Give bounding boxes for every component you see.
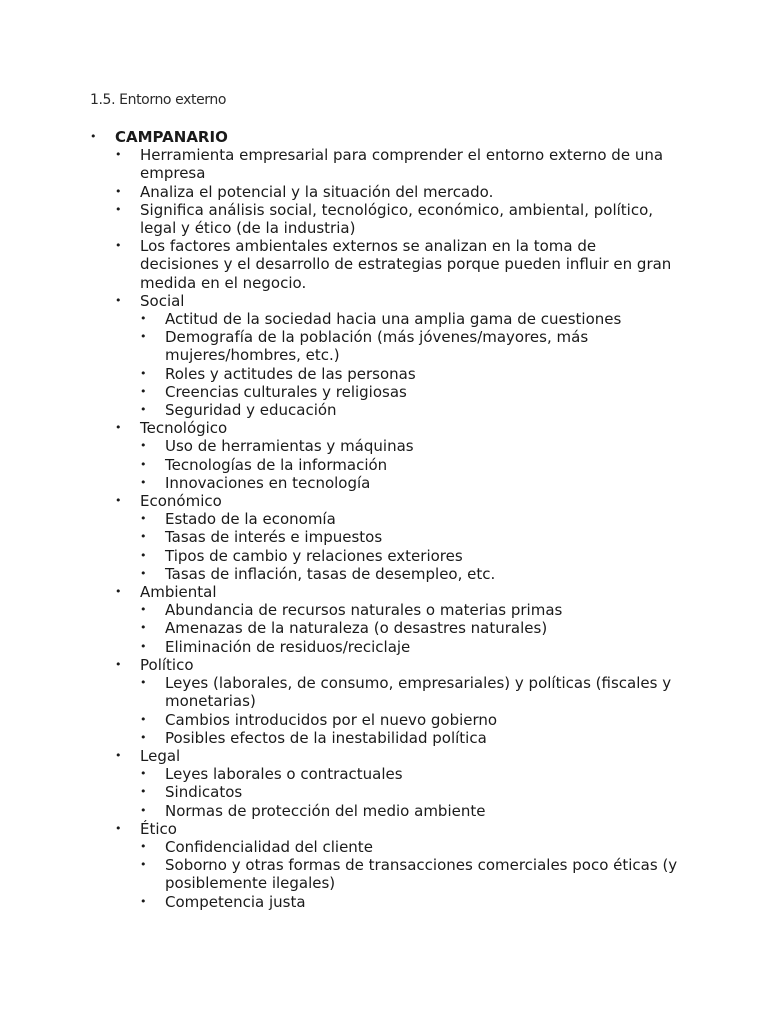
bullet-icon: • <box>115 148 122 162</box>
bullet-icon: • <box>140 566 147 580</box>
bullet-icon: • <box>140 858 147 872</box>
bullet-icon: • <box>115 202 122 216</box>
bullet-icon: • <box>140 403 147 417</box>
outline-title-item <box>0 128 768 911</box>
factor-detail-item-text: Creencias culturales y religiosas <box>165 382 407 401</box>
factor-sublist <box>140 310 678 419</box>
factor-detail-item <box>140 565 678 583</box>
factor-detail-item <box>140 383 678 401</box>
factor-detail-item-text: Tasas de inflación, tasas de desempleo, etc. <box>165 564 496 583</box>
factor-item <box>115 419 768 492</box>
intro-item <box>115 201 768 237</box>
bullet-icon: • <box>140 366 147 380</box>
factor-detail-item <box>140 528 678 546</box>
factor-item-text: Tecnológico <box>140 419 228 438</box>
bullet-icon: • <box>140 839 147 853</box>
intro-item-text: Significa análisis social, tecnológico, económico, ambiental, político, legal y ético (de la industria) <box>140 200 654 238</box>
bullet-icon: • <box>140 803 147 817</box>
bullet-icon: • <box>140 548 147 562</box>
factor-detail-item-text: Tipos de cambio y relaciones exteriores <box>165 546 463 565</box>
factor-detail-item <box>140 729 678 747</box>
bullet-icon: • <box>140 475 147 489</box>
bullet-icon: • <box>115 821 122 835</box>
factor-detail-item <box>140 601 678 619</box>
factor-detail-item-text: Abundancia de recursos naturales o materias primas <box>165 601 563 620</box>
bullet-icon: • <box>140 439 147 453</box>
factor-detail-item-text: Posibles efectos de la inestabilidad política <box>165 728 487 747</box>
factor-detail-item <box>140 310 678 328</box>
intro-item <box>115 237 768 292</box>
factor-detail-item-text: Eliminación de residuos/reciclaje <box>165 637 411 656</box>
factor-item <box>115 747 768 820</box>
factor-item <box>115 583 768 656</box>
factor-item <box>115 820 768 911</box>
factor-detail-item-text: Normas de protección del medio ambiente <box>165 801 486 820</box>
bullet-icon: • <box>140 603 147 617</box>
factor-item <box>115 292 768 419</box>
bullet-icon: • <box>140 384 147 398</box>
bullet-icon: • <box>115 184 122 198</box>
factor-detail-item-text: Leyes (laborales, de consumo, empresariales) y políticas (fiscales y monetarias) <box>165 674 672 711</box>
factor-detail-item-text: Estado de la economía <box>165 510 336 529</box>
factor-item-text: Ético <box>140 819 177 838</box>
factor-sublist <box>140 437 678 492</box>
bullet-icon: • <box>140 621 147 635</box>
bullet-icon: • <box>115 494 122 508</box>
intro-item <box>115 183 768 201</box>
bullet-icon: • <box>140 457 147 471</box>
bullet-icon: • <box>140 330 147 344</box>
bullet-icon: • <box>140 676 147 690</box>
bullet-icon: • <box>90 130 97 143</box>
factor-detail-item <box>140 838 678 856</box>
bullet-icon: • <box>140 730 147 744</box>
outline-list <box>0 128 768 911</box>
factor-detail-item <box>140 456 678 474</box>
factor-sublist <box>140 601 678 656</box>
factor-detail-item <box>140 510 678 528</box>
factor-detail-item-text: Uso de herramientas y máquinas <box>165 437 414 456</box>
bullet-icon: • <box>140 767 147 781</box>
factor-sublist <box>140 510 678 583</box>
factor-detail-item-text: Cambios introducidos por el nuevo gobierno <box>165 710 498 729</box>
bullet-icon: • <box>140 530 147 544</box>
outline-content <box>0 128 768 911</box>
bullet-icon: • <box>140 512 147 526</box>
factor-detail-item <box>140 802 678 820</box>
factor-detail-item <box>140 765 678 783</box>
intro-item-text: Los factores ambientales externos se analizan en la toma de decisiones y el desarrollo de estrategias porque pueden influir en gran medida en el negocio. <box>140 237 672 292</box>
factor-detail-item <box>140 365 678 383</box>
bullet-icon: • <box>115 657 122 671</box>
factor-detail-item-text: Competencia justa <box>165 892 306 911</box>
bullet-icon: • <box>140 785 147 799</box>
factor-detail-item <box>140 619 678 637</box>
factor-detail-item-text: Amenazas de la naturaleza (o desastres naturales) <box>165 619 548 638</box>
intro-item <box>115 146 768 182</box>
factor-item <box>115 656 768 747</box>
factor-detail-item-text: Roles y actitudes de las personas <box>165 364 416 383</box>
bullet-icon: • <box>140 639 147 653</box>
factor-detail-item-text: Actitud de la sociedad hacia una amplia gama de cuestiones <box>165 310 622 329</box>
factor-detail-item <box>140 328 678 364</box>
factor-detail-item <box>140 856 678 892</box>
factor-sublist <box>140 765 678 820</box>
factor-detail-item <box>140 547 678 565</box>
bullet-icon: • <box>140 894 147 908</box>
factor-detail-item-text: Tasas de interés e impuestos <box>165 528 383 547</box>
outline-title: CAMPANARIO <box>115 128 228 146</box>
factor-item-text: Político <box>140 655 194 674</box>
factor-detail-item <box>140 711 678 729</box>
intro-item-text: Analiza el potencial y la situación del mercado. <box>140 182 494 201</box>
factor-item-text: Ambiental <box>140 583 217 602</box>
factor-item-text: Legal <box>140 746 181 765</box>
factor-detail-item <box>140 783 678 801</box>
factor-detail-item-text: Leyes laborales o contractuales <box>165 765 403 784</box>
factor-detail-item-text: Seguridad y educación <box>165 401 337 420</box>
factor-item-text: Económico <box>140 492 222 511</box>
factor-detail-item-text: Confidencialidad del cliente <box>165 837 373 856</box>
factor-item <box>115 492 768 583</box>
factor-detail-item-text: Demografía de la población (más jóvenes/mayores, más mujeres/hombres, etc.) <box>165 328 589 365</box>
bullet-icon: • <box>115 421 122 435</box>
factor-sublist <box>140 838 678 911</box>
factor-detail-item <box>140 474 678 492</box>
factor-detail-item <box>140 674 678 710</box>
factor-sublist <box>140 674 678 747</box>
factor-item-text: Social <box>140 291 185 310</box>
factor-detail-item-text: Soborno y otras formas de transacciones comerciales poco éticas (y posiblemente ilegales) <box>165 856 678 893</box>
outline-sublist <box>115 146 768 911</box>
factor-detail-item <box>140 401 678 419</box>
intro-item-text: Herramienta empresarial para comprender el entorno externo de una empresa <box>140 146 664 183</box>
bullet-icon: • <box>140 312 147 326</box>
factor-detail-item-text: Innovaciones en tecnología <box>165 473 371 492</box>
section-heading: 1.5. Entorno externo <box>90 92 227 108</box>
factor-detail-item-text: Tecnologías de la información <box>165 455 388 474</box>
bullet-icon: • <box>115 293 122 307</box>
bullet-icon: • <box>115 585 122 599</box>
bullet-icon: • <box>115 239 122 253</box>
factor-detail-item <box>140 638 678 656</box>
bullet-icon: • <box>140 712 147 726</box>
factor-detail-item <box>140 437 678 455</box>
factor-detail-item-text: Sindicatos <box>165 783 243 802</box>
bullet-icon: • <box>115 748 122 762</box>
factor-detail-item <box>140 893 678 911</box>
